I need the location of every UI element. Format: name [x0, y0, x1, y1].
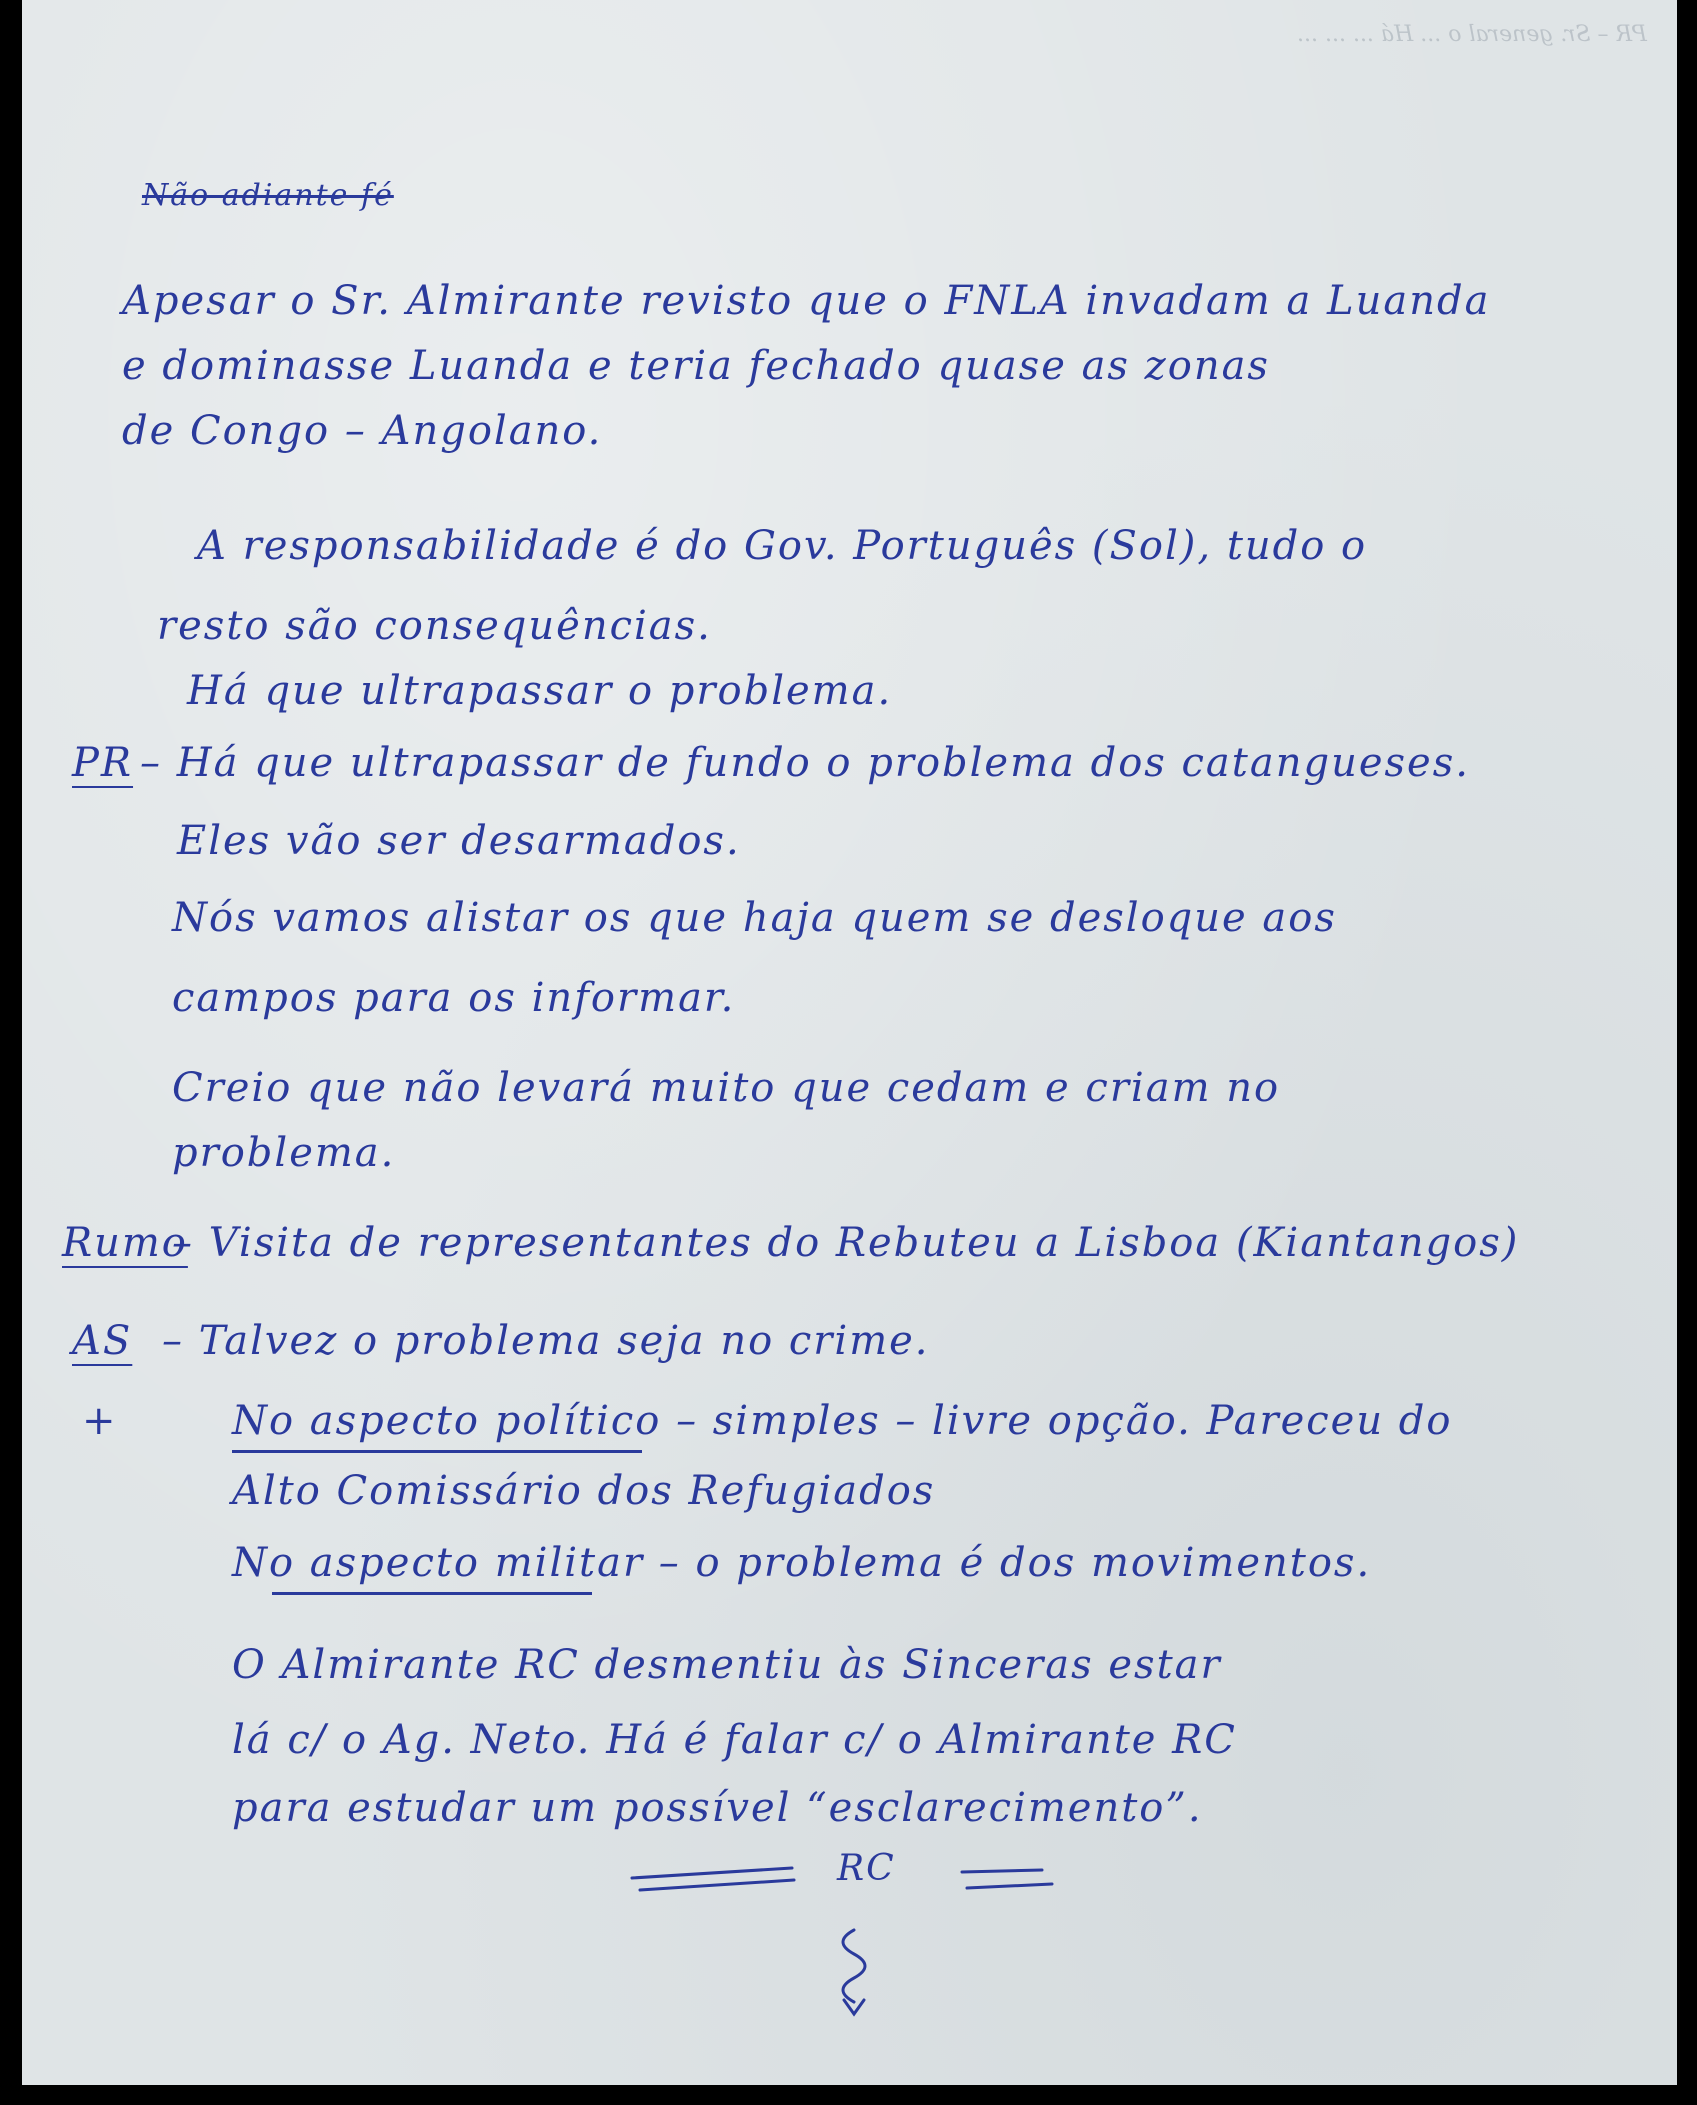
- manuscript-page: [22, 0, 1677, 2085]
- speaker-label-rumo: Rumo: [62, 1220, 188, 1266]
- note-line-15: No aspecto político – simples – livre opção. Pareceu do: [232, 1398, 1453, 1444]
- note-line-19: lá c/ o Ag. Neto. Há é falar c/ o Almirante RC: [232, 1717, 1237, 1763]
- note-line-9: Nós vamos alistar os que haja quem se desloque aos: [172, 895, 1337, 941]
- signature-initials: RC: [837, 1848, 896, 1889]
- note-line-13: – Visita de representantes do Rebuteu a Lisboa (Kiantangos): [172, 1220, 1520, 1266]
- note-line-17: No aspecto militar – o problema é dos movimentos.: [232, 1540, 1372, 1586]
- speaker-label-pr: PR: [72, 740, 134, 786]
- note-line-12: problema.: [172, 1130, 396, 1176]
- underline-military: [272, 1592, 592, 1595]
- note-line-11: Creio que não levará muito que cedam e criam no: [172, 1065, 1281, 1111]
- note-line-8: Eles vão ser desarmados.: [177, 818, 741, 864]
- note-line-4: A responsabilidade é do Gov. Português (Sol), tudo o: [197, 523, 1368, 569]
- speaker-label-as: AS: [72, 1318, 133, 1364]
- note-line-6: Há que ultrapassar o problema.: [187, 668, 893, 714]
- plus-mark: +: [82, 1398, 118, 1444]
- struck-heading: Não adiante fé: [142, 178, 394, 213]
- note-line-5: resto são consequências.: [157, 603, 712, 649]
- note-line-2: e dominasse Luanda e teria fechado quase as zonas: [122, 343, 1270, 389]
- note-line-7: – Há que ultrapassar de fundo o problema dos catangueses.: [140, 740, 1470, 786]
- note-line-10: campos para os informar.: [172, 975, 736, 1021]
- note-line-18: O Almirante RC desmentiu às Sinceras estar: [232, 1642, 1222, 1688]
- bleed-through-text: PR – Sr. general o ... Há ... ... ...: [1297, 22, 1647, 47]
- note-line-3: de Congo – Angolano.: [122, 408, 603, 454]
- note-line-20: para estudar um possível “esclarecimento”.: [232, 1785, 1203, 1831]
- note-line-1: Apesar o Sr. Almirante revisto que o FNLA invadam a Luanda: [122, 278, 1491, 324]
- underline-political: [232, 1450, 642, 1453]
- note-line-14: – Talvez o problema seja no crime.: [162, 1318, 930, 1364]
- note-line-16: Alto Comissário dos Refugiados: [232, 1468, 936, 1514]
